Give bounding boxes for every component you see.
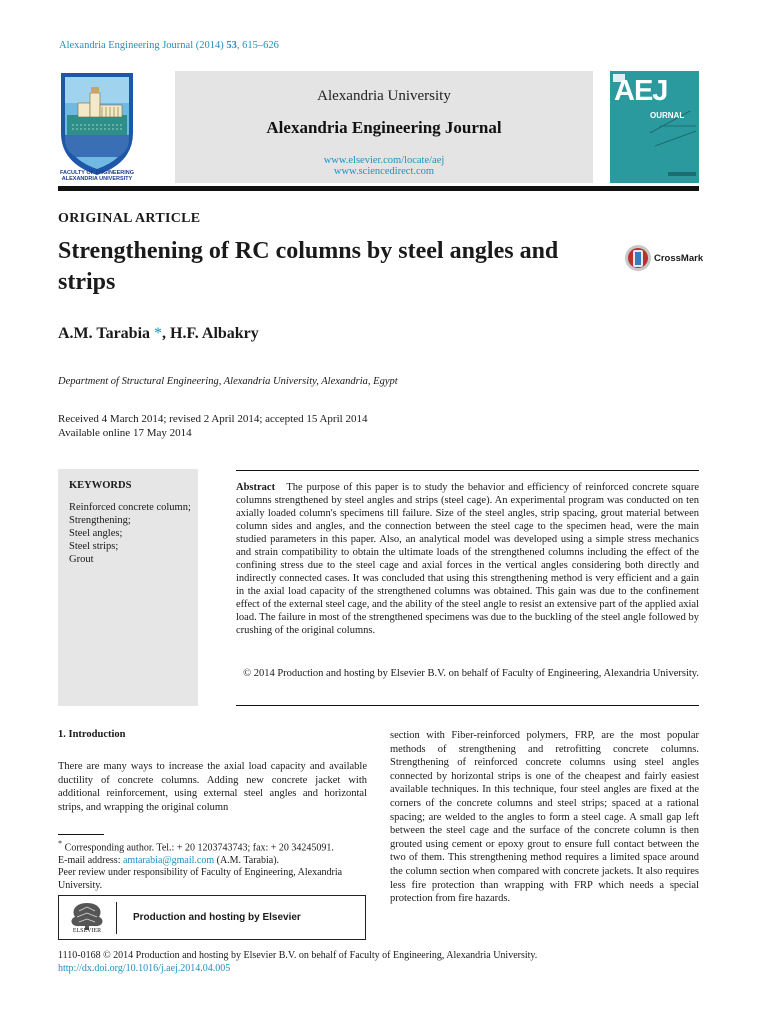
elsevier-logo xyxy=(65,899,109,937)
issn-copyright-line: 1110-0168 © 2014 Production and hosting by Elsevier B.V. on behalf of Faculty of Engineering, Alexandria University. xyxy=(58,950,538,961)
journal-name: Alexandria Engineering Journal xyxy=(266,118,502,137)
elsevier-production-box xyxy=(58,895,366,940)
corresponding-mark[interactable]: * xyxy=(154,325,163,342)
abstract xyxy=(236,481,699,637)
faculty-logo xyxy=(58,71,136,183)
citation-prefix: Alexandria Engineering Journal (2014) xyxy=(59,40,224,51)
email-suffix: (A.M. Tarabia). xyxy=(214,854,280,866)
elsevier-url-link[interactable]: www.elsevier.com/locate/aej xyxy=(323,155,445,166)
article-title: Strengthening of RC columns by steel angles and strips xyxy=(58,238,559,295)
abstract-label: Abstract xyxy=(236,482,276,493)
doi-link[interactable]: http://dx.doi.org/10.1016/j.aej.2014.04.005 xyxy=(58,963,231,974)
sciencedirect-url-link[interactable]: www.sciencedirect.com xyxy=(333,166,435,177)
author-albakry[interactable]: , H.F. Albakry xyxy=(162,325,259,342)
logo-caption-faculty: FACULTY OF ENGINEERING xyxy=(59,170,135,176)
article-dates xyxy=(58,412,367,440)
section-heading-introduction: 1. Introduction xyxy=(58,729,126,740)
keyword-item: Reinforced concrete column; xyxy=(69,502,191,513)
article-type: ORIGINAL ARTICLE xyxy=(58,211,201,226)
elsevier-divider xyxy=(116,902,117,934)
received-dates: Received 4 March 2014; revised 2 April 2014; accepted 15 April 2014 xyxy=(58,413,368,425)
crossmark-label[interactable]: CrossMark xyxy=(654,253,704,264)
cover-letters: AEJ xyxy=(614,75,668,107)
abstract-text: The purpose of this paper is to study the behavior and efficiency of reinforced concrete square columns strengthened by steel angles and strips (steel cage). An experimental program was conducted on ten axially loaded column's specimens till failure. Size of the steel angles, strip spacing, grout material between column sides and angles, and the connection between the steel cage to the specimen head, were the main studied parameters in this paper. Also, an analytical model was developed using a simple stress mechanics and strain compatibility to obtain the ultimate loads of the strengthened columns including the effect of the confining stress due to the steel cage and axial forces in the vertical angles considering both directly and indirectly connected cases. It was concluded that using this strengthening method is very efficient and a gain in the axial load capacity of the strengthened columns was obtained. This gain was due to the confinement effect of the external steel cage, and the ability of the steel angle to resist an extensive part of the applied axial load. The failure in most of the strengthened specimens was due to the buckling of the steel angle followed by crushing of the original columns. xyxy=(236,482,699,636)
abstract-bottom-rule xyxy=(236,705,699,706)
keyword-item: Steel angles; xyxy=(69,528,123,539)
available-online: Available online 17 May 2014 xyxy=(58,427,192,439)
university-name: Alexandria University xyxy=(317,88,451,104)
journal-citation[interactable] xyxy=(59,40,279,51)
footnote-mark: * xyxy=(58,839,63,848)
footnote-contact: Corresponding author. Tel.: + 20 1203743743; fax: + 20 34245091. xyxy=(62,842,334,854)
abstract-top-rule xyxy=(236,470,699,471)
peer-review-note: Peer review under responsibility of Faculty of Engineering, Alexandria University. xyxy=(58,867,343,891)
affiliation: Department of Structural Engineering, Alexandria University, Alexandria, Egypt xyxy=(58,376,398,387)
footnote-rule xyxy=(58,834,104,835)
logo-caption-university: ALEXANDRIA UNIVERSITY xyxy=(61,176,133,182)
production-hosting-label: Production and hosting by Elsevier xyxy=(133,912,301,923)
citation-volume: 53 xyxy=(226,40,237,51)
journal-header xyxy=(175,71,593,183)
crossmark-icon xyxy=(624,243,652,273)
header-divider xyxy=(58,186,699,191)
journal-cover xyxy=(610,71,699,183)
cover-word: OURNAL xyxy=(650,111,685,120)
corresponding-author-footnote xyxy=(58,838,367,867)
email-link[interactable]: amtarabia@gmail.com xyxy=(122,854,215,866)
keywords-list xyxy=(69,501,191,566)
citation-pages: , 615–626 xyxy=(236,40,279,51)
intro-paragraph-col2: section with Fiber-reinforced polymers, FRP, are the most popular methods of strengthening and retrofitting concrete columns. Strengthening of reinforced concrete columns using steel angles connected by horizontal strips is one of the cheapest and fairly easiest available techniques. In this technique, four steel angles are fixed at the corners of the concrete columns and steel strips; spaced at a rational spacing; are welded to the angles to form a steel cage. A small gap left between the steel cage and the surface of the concrete column is then grouted using cement or epoxy grout to ensure full contact between the two of them. This strengthening method requires a limited space around the column section when compared with concrete jackets. It also requires less fire protection than wrapping with FRP which needs a special protection from fire hazards. xyxy=(390,730,699,905)
keywords-heading: KEYWORDS xyxy=(69,480,132,491)
email-label: E-mail address: xyxy=(58,854,123,866)
keyword-item: Steel strips; xyxy=(69,541,119,552)
keywords-box xyxy=(58,469,198,706)
abstract-copyright: © 2014 Production and hosting by Elsevier B.V. on behalf of Faculty of Engineering, Alexandria University. xyxy=(243,668,699,679)
keyword-item: Strengthening; xyxy=(69,515,131,526)
elsevier-wordmark: ELSEVIER xyxy=(72,928,102,934)
keyword-item: Grout xyxy=(69,554,94,565)
author-list xyxy=(58,325,259,343)
author-tarabia[interactable]: A.M. Tarabia xyxy=(58,325,151,342)
intro-paragraph-col1: There are many ways to increase the axial load capacity and available ductility of concrete columns. Adding new concrete jacket with additional reinforcement, using external steel angles and horizontal strips, and wrapping the original column xyxy=(58,761,367,813)
